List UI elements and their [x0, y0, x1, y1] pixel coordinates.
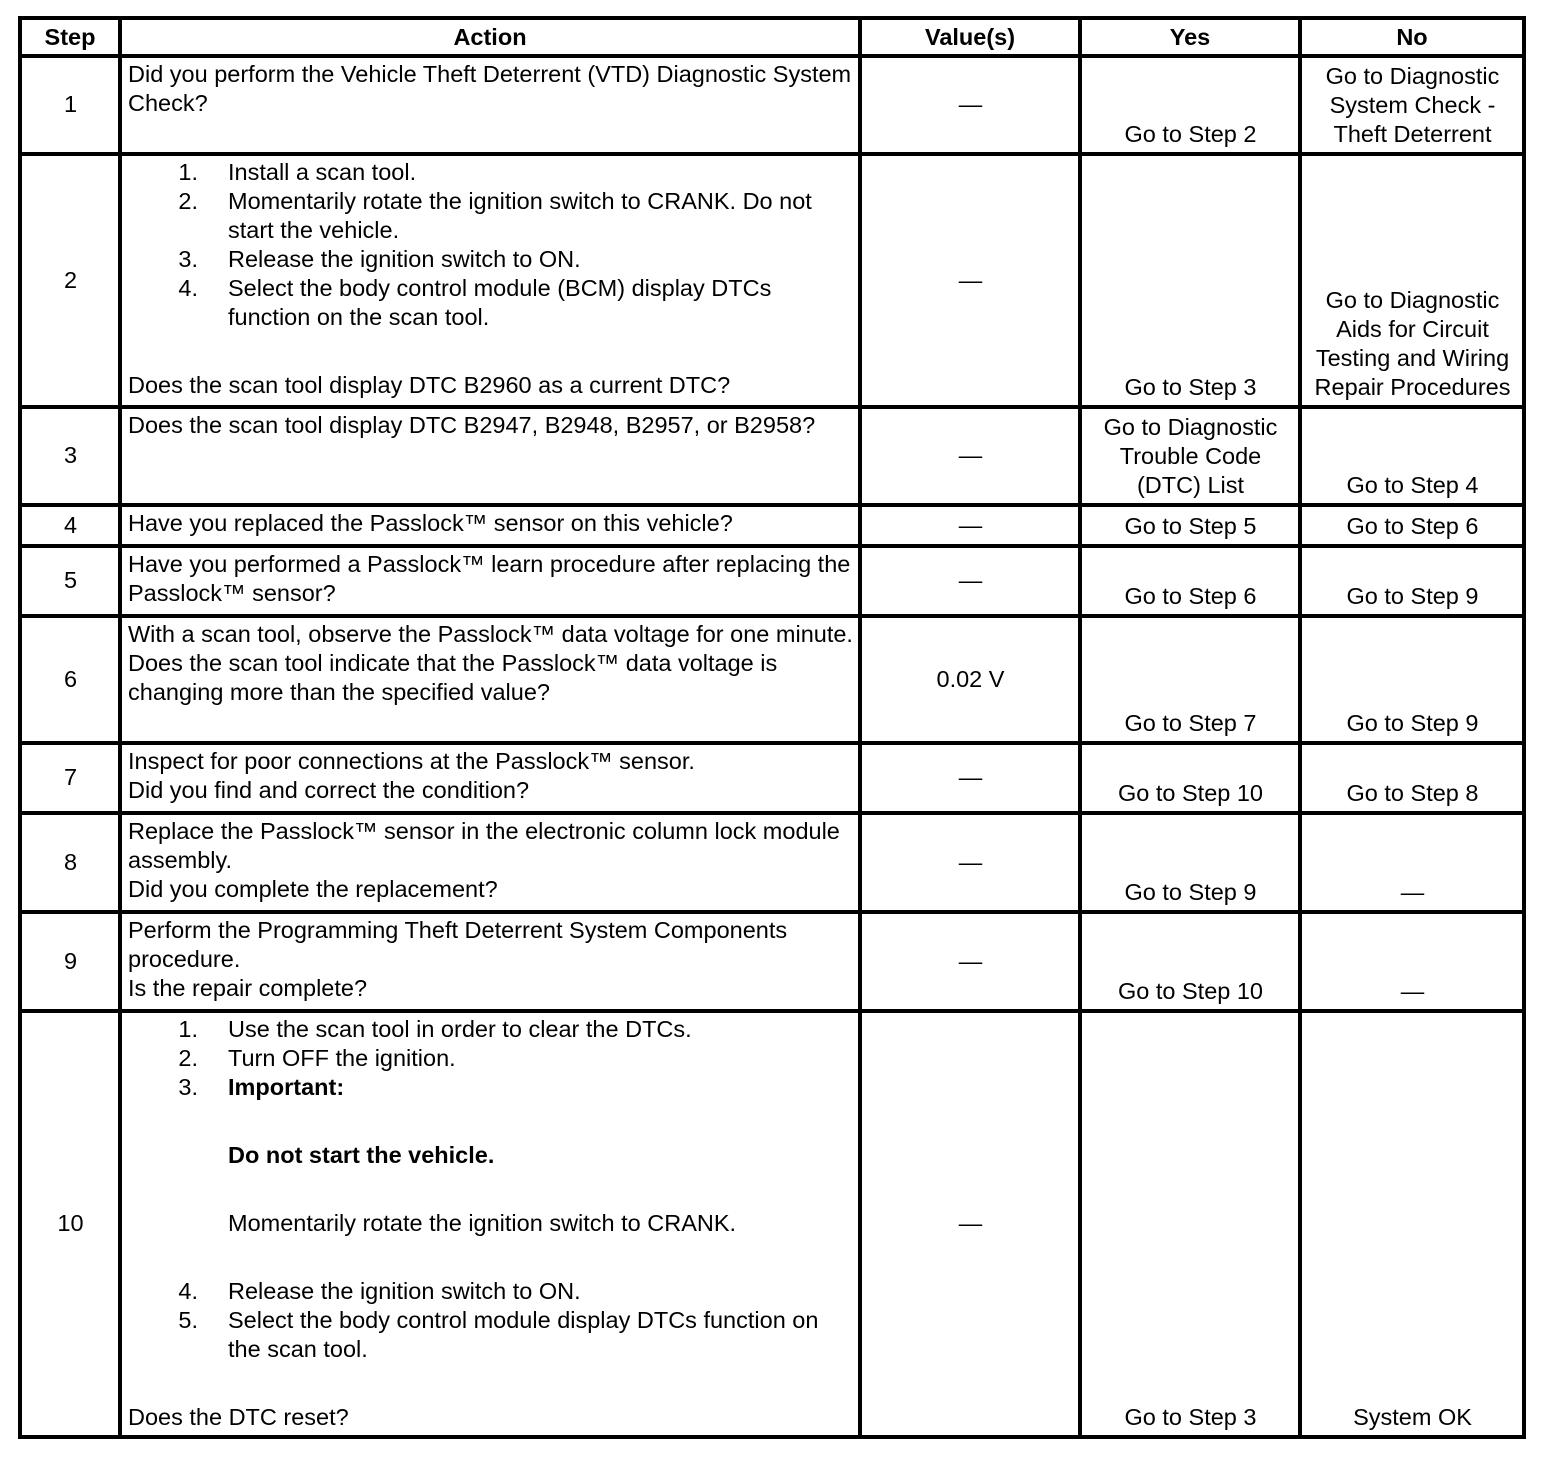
table-row — [20, 407, 1524, 505]
action-text: Did you perform the Vehicle Theft Deterrent (VTD) Diagnostic System Check? — [120, 56, 860, 154]
list-item-text: Select the body control module display DTCs function on the scan tool. — [228, 1307, 819, 1362]
value-cell: — — [860, 1011, 1080, 1437]
instruction-text: Replace the Passlock™ sensor in the electronic column lock module assembly. — [128, 818, 840, 873]
list-item-text: Select the body control module (BCM) display DTCs function on the scan tool. — [228, 275, 772, 330]
step-number: 2 — [20, 154, 120, 407]
header-no: No — [1300, 18, 1524, 56]
question-text: Is the repair complete? — [128, 975, 368, 1001]
step-number: 3 — [20, 407, 120, 505]
value-cell: 0.02 V — [860, 616, 1080, 743]
list-item-text: Release the ignition switch to ON. — [228, 246, 581, 272]
header-step: Step — [20, 18, 120, 56]
yes-cell: Go to Step 5 — [1080, 505, 1300, 546]
no-cell: Go to Step 6 — [1300, 505, 1524, 546]
list-item — [128, 245, 853, 274]
warning-text: Do not start the vehicle. — [228, 1142, 495, 1168]
spacer — [128, 332, 853, 371]
list-item-text: Momentarily rotate the ignition switch to CRANK. Do not start the vehicle. — [228, 188, 812, 243]
action-text: Does the scan tool display DTC B2947, B2948, B2957, or B2958? — [120, 407, 860, 505]
spacer — [228, 1170, 853, 1209]
list-item-number: 3. — [178, 246, 198, 272]
table-row — [20, 616, 1524, 743]
list-item — [128, 1044, 853, 1073]
question-text: Does the DTC reset? — [128, 1404, 349, 1430]
table-row — [20, 56, 1524, 154]
yes-cell: Go to Step 3 — [1080, 154, 1300, 407]
header-action: Action — [120, 18, 860, 56]
yes-cell: Go to Step 10 — [1080, 743, 1300, 813]
value-cell: — — [860, 56, 1080, 154]
no-cell: Go to Step 8 — [1300, 743, 1524, 813]
procedure-list — [128, 158, 853, 332]
step-number: 10 — [20, 1011, 120, 1437]
header-row — [20, 18, 1524, 56]
list-item — [128, 274, 853, 332]
yes-cell: Go to Diagnostic Trouble Code (DTC) List — [1080, 407, 1300, 505]
list-item — [128, 1277, 853, 1306]
question-text: Does the scan tool display DTC B2960 as a current DTC? — [128, 372, 731, 398]
list-item — [128, 1306, 853, 1364]
instruction-text: Inspect for poor connections at the Passlock™ sensor. — [128, 748, 695, 774]
list-item-number: 2. — [178, 188, 198, 214]
list-item-text: Install a scan tool. — [228, 159, 417, 185]
important-label: Important: — [228, 1074, 345, 1100]
spacer — [228, 1102, 853, 1141]
action-cell — [120, 743, 860, 813]
no-cell: Go to Step 4 — [1300, 407, 1524, 505]
list-item — [128, 158, 853, 187]
instruction-text: Perform the Programming Theft Deterrent System Components procedure. — [128, 917, 788, 972]
list-item-number: 4. — [178, 275, 198, 301]
yes-cell: Go to Step 9 — [1080, 813, 1300, 912]
step-number: 5 — [20, 546, 120, 616]
no-cell: — — [1300, 912, 1524, 1011]
table-row — [20, 912, 1524, 1011]
action-cell — [120, 616, 860, 743]
list-item-number: 1. — [178, 159, 198, 185]
table-row — [20, 154, 1524, 407]
action-text: Have you performed a Passlock™ learn procedure after replacing the Passlock™ sensor? — [120, 546, 860, 616]
table-row — [20, 1011, 1524, 1437]
spacer — [128, 1364, 853, 1403]
no-cell: Go to Diagnostic System Check - Theft Deterrent — [1300, 56, 1524, 154]
action-cell — [120, 154, 860, 407]
list-item-text: Release the ignition switch to ON. — [228, 1278, 581, 1304]
value-cell: — — [860, 912, 1080, 1011]
value-cell: — — [860, 505, 1080, 546]
step-number: 1 — [20, 56, 120, 154]
instruction-text: With a scan tool, observe the Passlock™ data voltage for one minute. — [128, 621, 853, 647]
yes-cell: Go to Step 2 — [1080, 56, 1300, 154]
no-cell: — — [1300, 813, 1524, 912]
list-item-body — [228, 1073, 853, 1238]
question-text: Does the scan tool indicate that the Passlock™ data voltage is changing more than the specified value? — [128, 650, 778, 705]
no-cell: Go to Step 9 — [1300, 546, 1524, 616]
diagnostic-table — [18, 16, 1526, 1439]
header-values: Value(s) — [860, 18, 1080, 56]
action-cell — [120, 1011, 860, 1437]
value-cell: — — [860, 813, 1080, 912]
action-text: Have you replaced the Passlock™ sensor on this vehicle? — [120, 505, 860, 546]
list-item-number: 1. — [178, 1016, 198, 1042]
list-item-number: 4. — [178, 1278, 198, 1304]
spacer — [128, 1238, 853, 1277]
procedure-list — [128, 1015, 853, 1364]
no-cell: System OK — [1300, 1011, 1524, 1437]
list-item — [128, 1015, 853, 1044]
value-cell: — — [860, 407, 1080, 505]
yes-cell: Go to Step 7 — [1080, 616, 1300, 743]
step-number: 8 — [20, 813, 120, 912]
list-item-text: Turn OFF the ignition. — [228, 1045, 456, 1071]
list-item-text: Use the scan tool in order to clear the DTCs. — [228, 1016, 692, 1042]
list-item-number: 3. — [178, 1074, 198, 1100]
table-row — [20, 505, 1524, 546]
table-row — [20, 813, 1524, 912]
step-number: 9 — [20, 912, 120, 1011]
question-text: Did you find and correct the condition? — [128, 777, 530, 803]
step-number: 6 — [20, 616, 120, 743]
yes-cell: Go to Step 6 — [1080, 546, 1300, 616]
question-text: Did you complete the replacement? — [128, 876, 498, 902]
yes-cell: Go to Step 3 — [1080, 1011, 1300, 1437]
step-number: 4 — [20, 505, 120, 546]
list-item-number: 5. — [178, 1307, 198, 1333]
value-cell: — — [860, 154, 1080, 407]
value-cell: — — [860, 546, 1080, 616]
table-row — [20, 546, 1524, 616]
yes-cell: Go to Step 10 — [1080, 912, 1300, 1011]
list-item — [128, 187, 853, 245]
step-number: 7 — [20, 743, 120, 813]
action-cell — [120, 912, 860, 1011]
list-item — [128, 1073, 853, 1238]
value-cell: — — [860, 743, 1080, 813]
no-cell: Go to Step 9 — [1300, 616, 1524, 743]
list-item-text: Momentarily rotate the ignition switch to CRANK. — [228, 1210, 737, 1236]
no-cell: Go to Diagnostic Aids for Circuit Testing and Wiring Repair Procedures — [1300, 154, 1524, 407]
action-cell — [120, 813, 860, 912]
header-yes: Yes — [1080, 18, 1300, 56]
table-row — [20, 743, 1524, 813]
list-item-number: 2. — [178, 1045, 198, 1071]
